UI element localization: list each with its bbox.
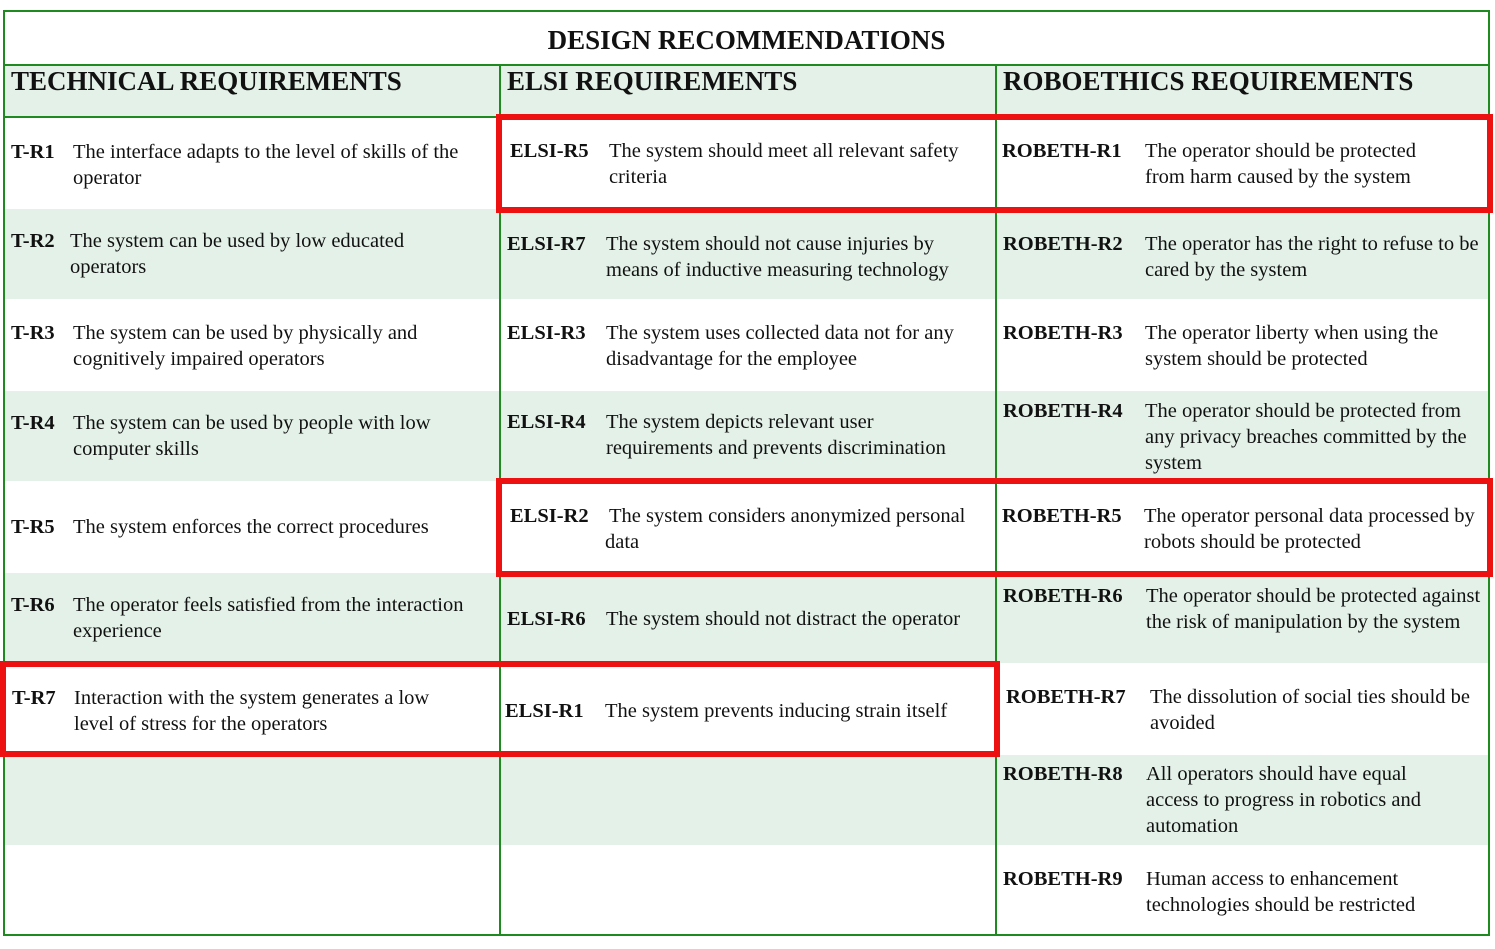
requirement-text: Interaction with the system generates a low level of stress for the operators (74, 687, 430, 735)
table-title: DESIGN RECOMMENDATIONS (547, 25, 946, 55)
highlight-box (0, 661, 1000, 757)
requirement-text: All operators should have equal access to progress in robotics and automation (1146, 763, 1421, 837)
requirement-text: The dissolution of social ties should be avoided (1150, 686, 1470, 734)
requirement-code: T-R7 (12, 687, 56, 709)
requirement-text: The system enforces the correct procedures (73, 516, 429, 538)
requirement-text: The system considers anonymized personal data (605, 505, 966, 553)
requirement-text: The system depicts relevant user requirements and prevents discrimination (606, 411, 946, 459)
requirement-code: ELSI-R5 (510, 140, 589, 162)
requirement-text: The system uses collected data not for any disadvantage for the employee (606, 322, 954, 370)
requirement-code: ROBETH-R2 (1003, 233, 1123, 255)
requirement-text: The system can be used by people with low computer skills (73, 412, 431, 460)
requirement-code: T-R1 (11, 141, 55, 163)
requirement-text: The operator liberty when using the system should be protected (1145, 322, 1439, 370)
requirement-code: T-R3 (11, 322, 55, 344)
requirement-code: ROBETH-R6 (1003, 585, 1123, 607)
requirement-text: The operator should be protected from harm caused by the system (1145, 140, 1416, 188)
requirement-code: ELSI-R2 (510, 505, 589, 527)
requirement-text: The operator has the right to refuse to be cared by the system (1145, 233, 1479, 281)
requirement-code: T-R4 (11, 412, 55, 434)
column-header-roboethics: ROBOETHICS REQUIREMENTS (1003, 66, 1414, 96)
requirement-code: T-R5 (11, 516, 55, 538)
requirement-code: ELSI-R1 (505, 700, 584, 722)
requirement-text: The system prevents inducing strain itself (605, 700, 948, 722)
requirement-text: The system can be used by physically and cognitively impaired operators (73, 322, 418, 370)
requirement-code: ROBETH-R3 (1003, 322, 1123, 344)
requirement-code: ELSI-R4 (507, 411, 586, 433)
highlight-box (496, 114, 1493, 213)
requirement-code: ELSI-R3 (507, 322, 586, 344)
requirement-code: T-R6 (11, 594, 55, 616)
requirement-text: The system should not distract the operator (606, 608, 961, 630)
requirement-text: The system should not cause injuries by means of inductive measuring technology (606, 233, 949, 281)
requirement-text: The system should meet all relevant safety criteria (609, 140, 959, 188)
requirement-text: The operator personal data processed by robots should be protected (1144, 505, 1475, 553)
requirement-code: T-R2 (11, 230, 55, 252)
requirement-text: The operator should be protected against the risk of manipulation by the system (1146, 585, 1481, 633)
column-header-elsi: ELSI REQUIREMENTS (507, 66, 798, 96)
requirement-text: The operator feels satisfied from the interaction experience (73, 594, 464, 642)
requirement-code: ROBETH-R7 (1006, 686, 1126, 708)
requirement-text: The system can be used by low educated operators (70, 230, 405, 278)
requirement-code: ELSI-R7 (507, 233, 586, 255)
requirement-code: ROBETH-R9 (1003, 868, 1123, 890)
requirement-code: ROBETH-R1 (1002, 140, 1122, 162)
requirement-code: ELSI-R6 (507, 608, 586, 630)
requirement-code: ROBETH-R5 (1002, 505, 1122, 527)
requirement-text: The interface adapts to the level of skills of the operator (73, 141, 459, 189)
column-header-technical: TECHNICAL REQUIREMENTS (11, 66, 402, 96)
highlight-box (496, 478, 1493, 577)
requirement-text: The operator should be protected from any privacy breaches committed by the system (1145, 400, 1467, 474)
requirement-text: Human access to enhancement technologies should be restricted (1146, 868, 1416, 916)
requirement-code: ROBETH-R4 (1003, 400, 1123, 422)
requirement-code: ROBETH-R8 (1003, 763, 1123, 785)
